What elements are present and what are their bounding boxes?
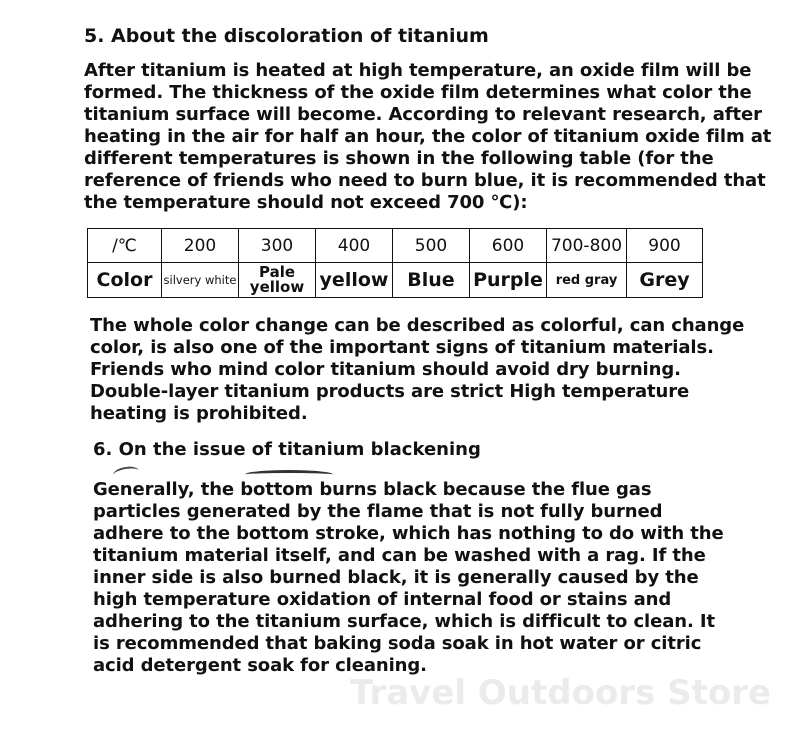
header-unit-cell: /℃ xyxy=(88,229,162,263)
section-6-title: 6. On the issue of titanium blackening xyxy=(93,439,481,460)
color-cell: silvery white xyxy=(162,263,239,298)
color-cell: Blue xyxy=(393,263,470,298)
color-cell: Purple xyxy=(470,263,547,298)
temperature-cell: 700-800 xyxy=(547,229,627,263)
temperature-cell: 300 xyxy=(239,229,316,263)
color-cell: Grey xyxy=(627,263,703,298)
section-5-title: 5. About the discoloration of titanium xyxy=(84,25,489,47)
color-cell: red gray xyxy=(547,263,627,298)
temperature-cell: 600 xyxy=(470,229,547,263)
temperature-cell: 400 xyxy=(316,229,393,263)
color-label-cell: Color xyxy=(88,263,162,298)
color-cell: Pale yellow xyxy=(239,263,316,298)
temperature-cell: 900 xyxy=(627,229,703,263)
section-5-intro: After titanium is heated at high temperature, an oxide film will be formed. The thickness of the oxide film determines what color the titanium surface will become. According to relevant research, after heating in the air for half an hour, the color of titanium oxide film at different temperatures is shown in the following table (for the reference of friends who need to burn blue, it is recommended that the temperature should not exceed 700 ℃): xyxy=(84,60,772,213)
table-row xyxy=(88,229,703,263)
temperature-cell: 200 xyxy=(162,229,239,263)
temperature-color-table xyxy=(87,228,703,298)
section-6-body: Generally, the bottom burns black because the flue gas particles generated by the flame that is not fully burned adhere to the bottom stroke, which has nothing to do with the titanium material itself, and can be washed with a rag. If the inner side is also burned black, it is generally caused by the high temperature oxidation of internal food or stains and adhering to the titanium surface, which is difficult to clean. It is recommended that baking soda soak in hot water or citric acid detergent soak for cleaning. xyxy=(93,479,724,676)
color-cell: yellow xyxy=(316,263,393,298)
section-5-note: The whole color change can be described as colorful, can change color, is also one of the important signs of titanium materials. Friends who mind color titanium should avoid dry burning. Double-layer titanium products are strict High temperature heating is prohibited. xyxy=(90,315,745,424)
pen-stroke-mark xyxy=(245,470,333,479)
table-row xyxy=(88,263,703,298)
temperature-cell: 500 xyxy=(393,229,470,263)
watermark: Travel Outdoors Store xyxy=(350,673,772,713)
